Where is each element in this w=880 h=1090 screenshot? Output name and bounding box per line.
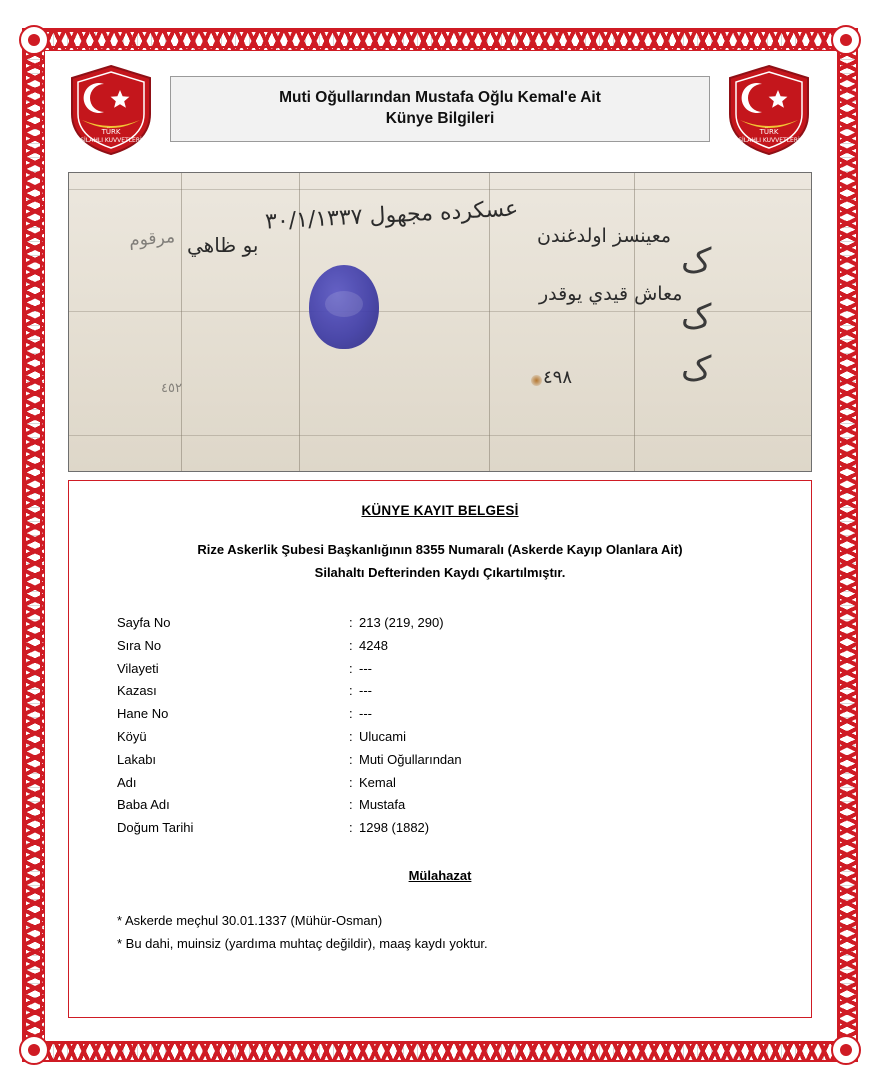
field-value: --- [359, 683, 372, 699]
scan-ink-mark: بو ظاهي [187, 233, 259, 257]
turkish-armed-forces-emblem-icon [68, 64, 154, 156]
field-row [117, 612, 785, 635]
border-braid-right [837, 31, 857, 1059]
field-row [117, 680, 785, 703]
scan-ink-number: ٤٩٨ [543, 367, 573, 388]
field-value: 1298 (1882) [359, 820, 430, 836]
corner-medallion-icon [19, 25, 49, 55]
record-subtitle [95, 538, 785, 584]
corner-medallion-icon [831, 25, 861, 55]
notes-list [95, 909, 785, 955]
field-row [117, 817, 785, 840]
svg-text:SİLAHLI KUVVETLERİ: SİLAHLI KUVVETLERİ [738, 137, 800, 144]
svg-text:SİLAHLI KUVVETLERİ: SİLAHLI KUVVETLERİ [80, 137, 142, 144]
document-header [58, 64, 822, 160]
notes-title: Mülahazat [408, 867, 472, 883]
field-colon: : [349, 820, 353, 836]
field-label: Baba Adı [117, 797, 170, 813]
field-colon: : [349, 706, 353, 722]
scan-ink-mark: معاش قيدي يوقدر [539, 283, 683, 305]
field-label: Sıra No [117, 637, 162, 653]
blue-ink-seal-icon [309, 265, 379, 349]
field-colon: : [349, 660, 353, 676]
field-colon: : [349, 751, 353, 767]
field-value: Kemal [359, 774, 396, 790]
field-colon: : [349, 683, 353, 699]
scan-ink-mark: ک [681, 241, 712, 281]
record-title: KÜNYE KAYIT BELGESİ [361, 503, 519, 518]
field-label: Köyü [117, 728, 147, 744]
svg-text:TÜRK: TÜRK [759, 128, 779, 136]
corner-medallion-icon [19, 1035, 49, 1065]
field-row [117, 726, 785, 749]
field-value: Mustafa [359, 797, 406, 813]
record-panel [68, 480, 812, 1018]
field-colon: : [349, 774, 353, 790]
page-title-line-1: Muti Oğullarından Mustafa Oğlu Kemal'e Ait [279, 89, 601, 106]
field-value: --- [359, 706, 372, 722]
field-value: 4248 [359, 637, 388, 653]
field-colon: : [349, 728, 353, 744]
field-label: Lakabı [117, 751, 157, 767]
field-value: Ulucami [359, 728, 406, 744]
scan-rule-line [69, 435, 811, 436]
record-fields [95, 612, 785, 840]
field-row [117, 658, 785, 681]
scan-ink-mark: ک [681, 297, 712, 337]
field-value: --- [359, 660, 372, 676]
field-row [117, 772, 785, 795]
record-subtitle-line-2: Silahaltı Defterinden Kaydı Çıkartılmıştır. [314, 565, 566, 580]
field-label: Hane No [117, 706, 169, 722]
border-braid-bottom [25, 1041, 855, 1061]
paper-stain [531, 375, 542, 386]
note-line: * Askerde meçhul 30.01.1337 (Mühür-Osman) [117, 912, 383, 928]
note-line: * Bu dahi, muinsiz (yardıma muhtaç değildir), maaş kaydı yoktur. [117, 935, 488, 951]
scan-ink-mark: مرقوم [128, 227, 176, 251]
field-row [117, 749, 785, 772]
field-label: Kazası [117, 683, 157, 699]
field-label: Vilayeti [117, 660, 159, 676]
record-subtitle-line-1: Rize Askerlik Şubesi Başkanlığının 8355 Numaralı (Askerde Kayıp Olanlara Ait) [197, 542, 683, 557]
field-label: Sayfa No [117, 615, 171, 630]
corner-medallion-icon [831, 1035, 861, 1065]
scan-fold-line [634, 173, 635, 471]
field-row [117, 794, 785, 817]
field-colon: : [349, 637, 353, 653]
field-row [117, 703, 785, 726]
svg-text:TÜRK: TÜRK [101, 128, 121, 136]
field-row [117, 635, 785, 658]
field-label: Doğum Tarihi [117, 820, 194, 836]
field-colon: : [349, 615, 353, 630]
scan-fold-line [181, 173, 182, 471]
scan-ink-mark: ک [681, 349, 712, 389]
scan-ink-mark: معینسز اولدغندن [537, 225, 672, 247]
field-value: 213 (219, 290) [359, 615, 444, 630]
archive-scan-image [68, 172, 812, 472]
field-label: Adı [117, 774, 137, 790]
document-title-box [170, 76, 710, 142]
page-title-line-2: Künye Bilgileri [385, 110, 495, 127]
field-value: Muti Oğullarından [359, 751, 462, 767]
field-colon: : [349, 797, 353, 813]
scan-ink-mark: ٤٥٢ [161, 381, 182, 396]
scan-rule-line [69, 189, 811, 190]
scan-ink-mark: عسكرده مجهول ٣٠/١/١٣٣٧ [264, 196, 519, 235]
turkish-armed-forces-emblem-icon [726, 64, 812, 156]
